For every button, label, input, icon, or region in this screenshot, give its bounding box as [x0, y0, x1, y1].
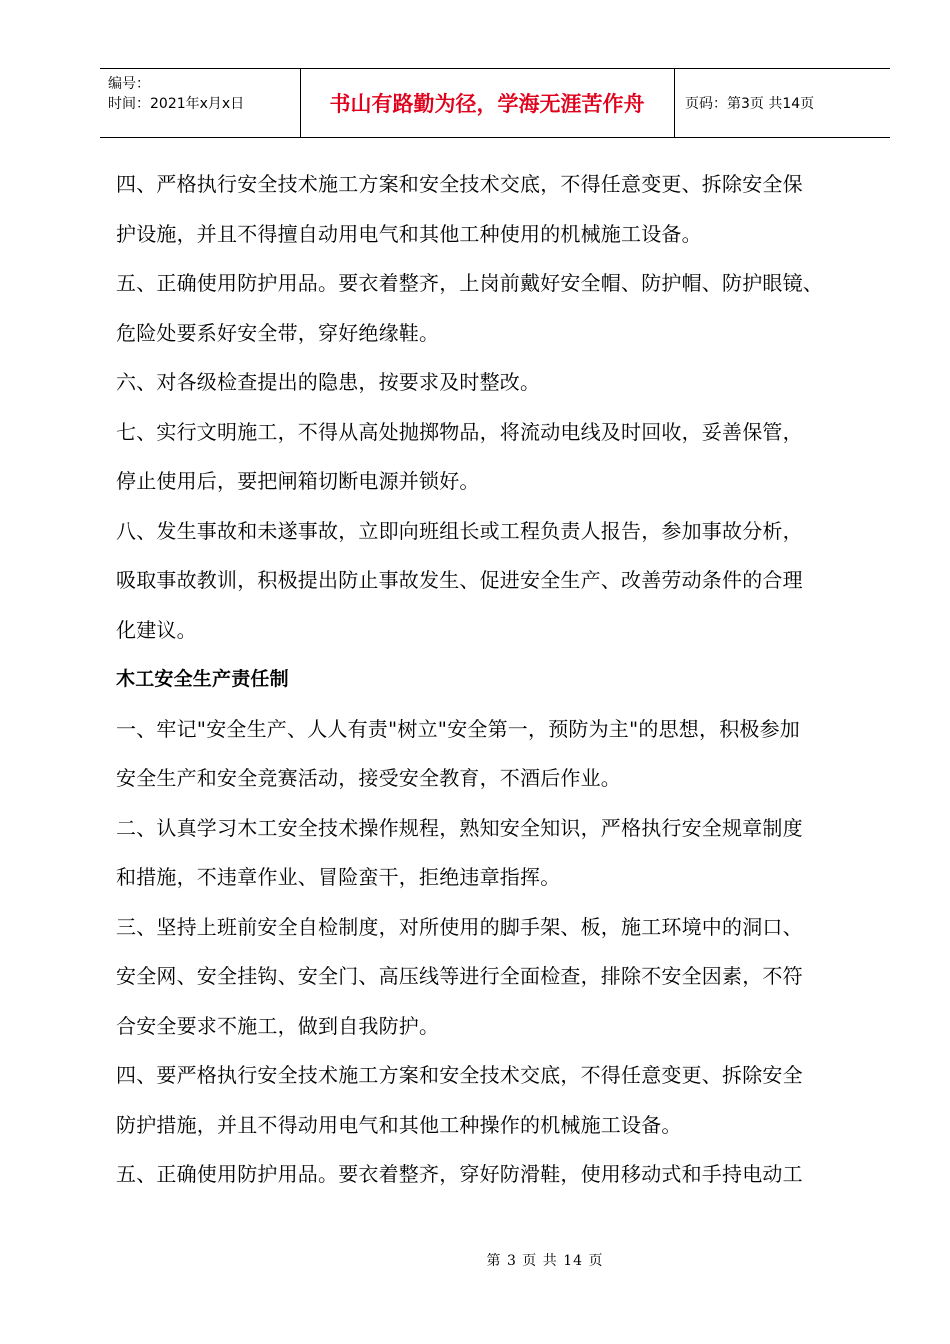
header-page-label: 页码：第3页 共14页: [685, 96, 815, 112]
text-line: 安全网、安全挂钩、安全门、高压线等进行全面检查，排除不安全因素，不符: [116, 964, 803, 988]
text-line: 八、发生事故和未遂事故，立即向班组长或工程负责人报告，参加事故分析，: [116, 518, 803, 543]
text-line: 化建议。: [116, 617, 197, 642]
header-meta: [100, 69, 300, 137]
text-line: 三、坚持上班前安全自检制度，对所使用的脚手架、板，施工环境中的洞口、: [116, 914, 803, 939]
text-line: 二、认真学习木工安全技术操作规程，熟知安全知识，严格执行安全规章制度: [116, 815, 803, 840]
header-motto: 书山有路勤为径，学海无涯苦作舟: [329, 92, 645, 116]
text-line: 危险处要系好安全带，穿好绝缘鞋。: [116, 320, 440, 345]
text-line: 停止使用后，要把闸箱切断电源并锁好。: [116, 469, 480, 493]
time-label: 时间：2021年x月x日: [108, 96, 245, 112]
text-line: 五、正确使用防护用品。要衣着整齐，穿好防滑鞋，使用移动式和手持电动工: [116, 1162, 803, 1186]
page-header: [100, 68, 890, 138]
text-line: 四、严格执行安全技术施工方案和安全技术交底，不得任意变更、拆除安全保: [116, 172, 803, 196]
text-line: 七、实行文明施工，不得从高处抛掷物品，将流动电线及时回收，妥善保管，: [116, 419, 803, 444]
section-heading: 木工安全生产责任制: [116, 668, 289, 690]
text-line: 安全生产和安全竞赛活动，接受安全教育，不酒后作业。: [116, 766, 621, 790]
text-line: 吸取事故教训，积极提出防止事故发生、促进安全生产、改善劳动条件的合理: [116, 568, 803, 592]
text-line: 六、对各级检查提出的隐患，按要求及时整改。: [116, 370, 541, 394]
text-line: 和措施，不违章作业、冒险蛮干，拒绝违章指挥。: [116, 865, 561, 889]
code-label: 编号：: [108, 76, 150, 92]
footer-page-number: 第 3 页 共 14 页: [486, 1253, 604, 1269]
text-line: 四、要严格执行安全技术施工方案和安全技术交底，不得任意变更、拆除安全: [116, 1063, 803, 1087]
text-line: 护设施，并且不得擅自动用电气和其他工种使用的机械施工设备。: [116, 221, 702, 246]
text-line: 五、正确使用防护用品。要衣着整齐，上岗前戴好安全帽、防护帽、防护眼镜、: [116, 271, 823, 295]
text-line: 合安全要求不施工，做到自我防护。: [116, 1013, 440, 1038]
document-body: [116, 160, 896, 1200]
text-line: 防护措施，并且不得动用电气和其他工种操作的机械施工设备。: [116, 1112, 682, 1137]
page-footer: [0, 1250, 950, 1270]
text-line: 一、牢记"安全生产、人人有责"树立"安全第一，预防为主"的思想，积极参加: [116, 716, 800, 741]
